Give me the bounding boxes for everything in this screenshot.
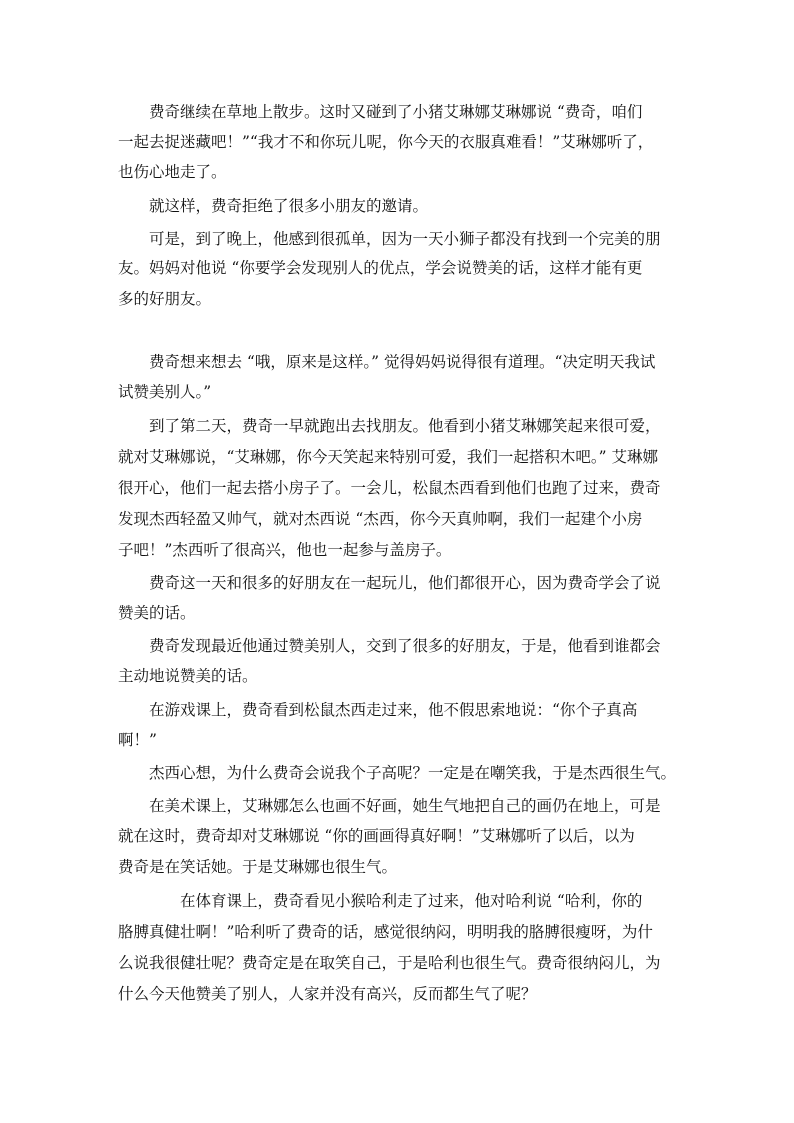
paragraph-line: 费奇想来想去 “哦，原来是这样。” 觉得妈妈说得很有道理。“决定明天我试 bbox=[118, 353, 656, 371]
paragraph-line: 胳膊真健壮啊！”哈利听了费奇的话，感觉很纳闷，明明我的胳膊很瘦呀，为什 bbox=[118, 923, 653, 941]
paragraph-line: 到了第二天，费奇一早就跑出去找朋友。他看到小猪艾琳娜笑起来很可爱， bbox=[118, 417, 661, 435]
paragraph-line: 就对艾琳娜说，“艾琳娜，你今天笑起来特别可爱，我们一起搭积木吧。” 艾琳娜 bbox=[118, 448, 659, 466]
paragraph-line: 在游戏课上，费奇看到松鼠杰西走过来，他不假思索地说：“你个子真高 bbox=[118, 701, 638, 719]
paragraph-line: 就在这时，费奇却对艾琳娜说 “你的画画得真好啊！”艾琳娜听了以后，以为 bbox=[118, 827, 635, 845]
paragraph-line: 什么今天他赞美了别人，人家并没有高兴，反而都生气了呢？ bbox=[118, 985, 537, 1003]
paragraph-line: 啊！” bbox=[118, 731, 157, 749]
paragraph-line: 发现杰西轻盈又帅气，就对杰西说 “杰西，你今天真帅啊，我们一起建个小房 bbox=[118, 510, 643, 528]
paragraph-line: 一起去捉迷藏吧！”“我才不和你玩儿呢，你今天的衣服真难看！”艾琳娜听了， bbox=[118, 133, 654, 151]
paragraph-line: 试赞美别人。” bbox=[118, 383, 212, 401]
paragraph-line: 在美术课上，艾琳娜怎么也画不好画，她生气地把自己的画仍在地上，可是 bbox=[118, 797, 661, 815]
paragraph-line: 在体育课上，费奇看见小猴哈利走了过来，他对哈利说 “哈利，你的 bbox=[118, 892, 643, 910]
paragraph-line: 也伤心地走了。 bbox=[118, 163, 227, 181]
paragraph-line: 费奇这一天和很多的好朋友在一起玩儿，他们都很开心，因为费奇学会了说 bbox=[118, 574, 661, 592]
paragraph-line: 赞美的话。 bbox=[118, 604, 196, 622]
paragraph-line: 就这样，费奇拒绝了很多小朋友的邀请。 bbox=[118, 197, 429, 215]
paragraph-line: 杰西心想，为什么费奇会说我个子高呢？一定是在嘲笑我，于是杰西很生气。 bbox=[118, 764, 677, 782]
paragraph-line: 多的好朋友。 bbox=[118, 290, 212, 308]
paragraph-line: 子吧！”杰西听了很高兴，他也一起参与盖房子。 bbox=[118, 541, 452, 559]
paragraph-line: 费奇发现最近他通过赞美别人，交到了很多的好朋友，于是，他看到谁都会 bbox=[118, 637, 661, 655]
paragraph-line: 主动地说赞美的话。 bbox=[118, 667, 258, 685]
paragraph-line: 很开心，他们一起去搭小房子了。一会儿，松鼠杰西看到他们也跑了过来，费奇 bbox=[118, 479, 661, 497]
paragraph-line: 费奇是在笑话她。于是艾琳娜也很生气。 bbox=[118, 858, 398, 876]
paragraph-line: 可是，到了晚上，他感到很孤单，因为一天小狮子都没有找到一个完美的朋 bbox=[118, 230, 661, 248]
paragraph-line: 友。妈妈对他说 “你要学会发现别人的优点，学会说赞美的话，这样才能有更 bbox=[118, 259, 643, 277]
paragraph-line: 么说我很健壮呢？费奇定是在取笑自己，于是哈利也很生气。费奇很纳闷儿，为 bbox=[118, 954, 661, 972]
paragraph-line: 费奇继续在草地上散步。这时又碰到了小猪艾琳娜艾琳娜说 “费奇，咱们 bbox=[118, 103, 643, 121]
